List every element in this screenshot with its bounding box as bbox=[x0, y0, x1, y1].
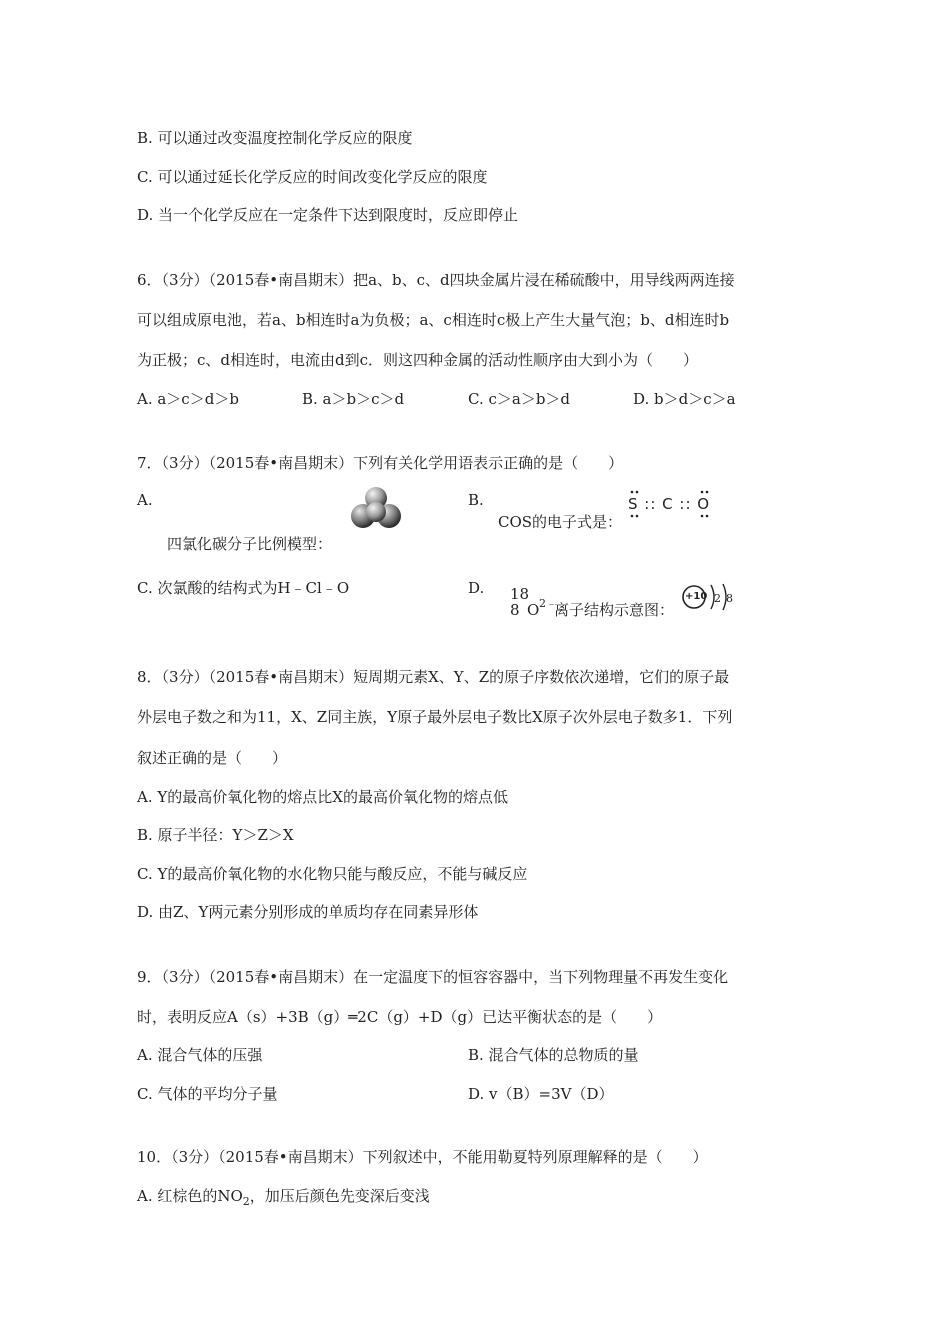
q8-option-b: B. 原子半径：Y＞Z＞X bbox=[137, 826, 294, 844]
q7-option-d-charge: 2﹣ bbox=[539, 597, 557, 610]
q10-option-a-subscript: 2 bbox=[242, 1195, 250, 1208]
q7-option-a-text: 四氯化碳分子比例模型： bbox=[167, 535, 333, 553]
q9-option-d: D. v（B）=3V（D） bbox=[468, 1085, 614, 1103]
q10-option-a-pre: A. 红棕色的NO bbox=[137, 1187, 243, 1205]
ccl4-space-filling-model-icon bbox=[351, 486, 401, 532]
q6-option-d: D. b＞d＞c＞a bbox=[633, 390, 736, 408]
q5-option-d: D. 当一个化学反应在一定条件下达到限度时，反应即停止 bbox=[137, 206, 519, 224]
q8-option-a: A. Y的最高价氧化物的熔点比X的最高价氧化物的熔点低 bbox=[137, 788, 508, 806]
q7-option-d-text: 离子结构示意图： bbox=[554, 601, 675, 619]
q9-option-c: C. 气体的平均分子量 bbox=[137, 1085, 278, 1103]
q7-option-b-letter: B. bbox=[468, 491, 484, 509]
q7-option-d-species: O bbox=[527, 601, 540, 619]
q6-option-c: C. c＞a＞b＞d bbox=[468, 390, 571, 408]
q7-option-d-atomic-number: 8 bbox=[510, 601, 520, 619]
q6-stem-line1: 6．（3分）（2015春•南昌期末）把a、b、c、d四块金属片浸在稀硫酸中，用导线两两连接 bbox=[137, 271, 735, 289]
q7-option-c: C. 次氯酸的结构式为H﹣Cl﹣O bbox=[137, 579, 350, 597]
q7-option-d-letter: D. bbox=[468, 579, 485, 597]
q7-option-b-text: COS的电子式是： bbox=[498, 513, 623, 531]
q8-stem-line2: 外层电子数之和为11，X、Z同主族，Y原子最外层电子数比X原子次外层电子数多1．下列 bbox=[137, 708, 733, 726]
q7-option-a-letter: A. bbox=[137, 491, 153, 509]
q7-option-d-mass-number: 18 bbox=[510, 585, 530, 603]
cos-formula-text: S :: C :: O bbox=[628, 495, 711, 513]
q5-option-c: C. 可以通过延长化学反应的时间改变化学反应的限度 bbox=[137, 168, 488, 186]
q8-option-c: C. Y的最高价氧化物的水化物只能与酸反应，不能与碱反应 bbox=[137, 865, 528, 883]
q8-option-d: D. 由Z、Y两元素分别形成的单质均存在同素异形体 bbox=[137, 903, 479, 921]
q6-option-a: A. a＞c＞d＞b bbox=[137, 390, 239, 408]
shell-1-electrons: 2 bbox=[714, 592, 721, 605]
shell-2-electrons: 8 bbox=[726, 592, 733, 605]
q6-option-b: B. a＞b＞c＞d bbox=[302, 390, 405, 408]
cos-electron-dot-formula bbox=[628, 488, 720, 518]
q10-option-a-post: ，加压后颜色先变深后变浅 bbox=[249, 1187, 430, 1205]
q10-option-a bbox=[137, 1186, 430, 1212]
q9-stem-line1: 9．（3分）（2015春•南昌期末）在一定温度下的恒容容器中，当下列物理量不再发生变化 bbox=[137, 968, 729, 986]
q9-stem-line2: 时，表明反应A（s）+3B（g）═2C（g）+D（g）已达平衡状态的是（ ） bbox=[137, 1008, 663, 1026]
q6-stem-line3: 为正极；c、d相连时，电流由d到c．则这四种金属的活动性顺序由大到小为（ ） bbox=[137, 351, 699, 369]
q5-option-b: B. 可以通过改变温度控制化学反应的限度 bbox=[137, 129, 413, 147]
q7-stem: 7．（3分）（2015春•南昌期末）下列有关化学用语表示正确的是（ ） bbox=[137, 454, 624, 472]
ion-structure-diagram bbox=[681, 582, 741, 616]
nucleus-charge: +10 bbox=[685, 591, 708, 602]
q8-stem-line1: 8．（3分）（2015春•南昌期末）短周期元素X、Y、Z的原子序数依次递增，它们的原子最 bbox=[137, 668, 730, 686]
q6-stem-line2: 可以组成原电池，若a、b相连时a为负极；a、c相连时c极上产生大量气泡；b、d相连时b bbox=[137, 311, 730, 329]
q9-option-a: A. 混合气体的压强 bbox=[137, 1046, 263, 1064]
q9-option-b: B. 混合气体的总物质的量 bbox=[468, 1046, 639, 1064]
q8-stem-line3: 叙述正确的是（ ） bbox=[137, 749, 288, 767]
q10-stem: 10．（3分）（2015春•南昌期末）下列叙述中，不能用勒夏特列原理解释的是（ ） bbox=[137, 1148, 708, 1166]
